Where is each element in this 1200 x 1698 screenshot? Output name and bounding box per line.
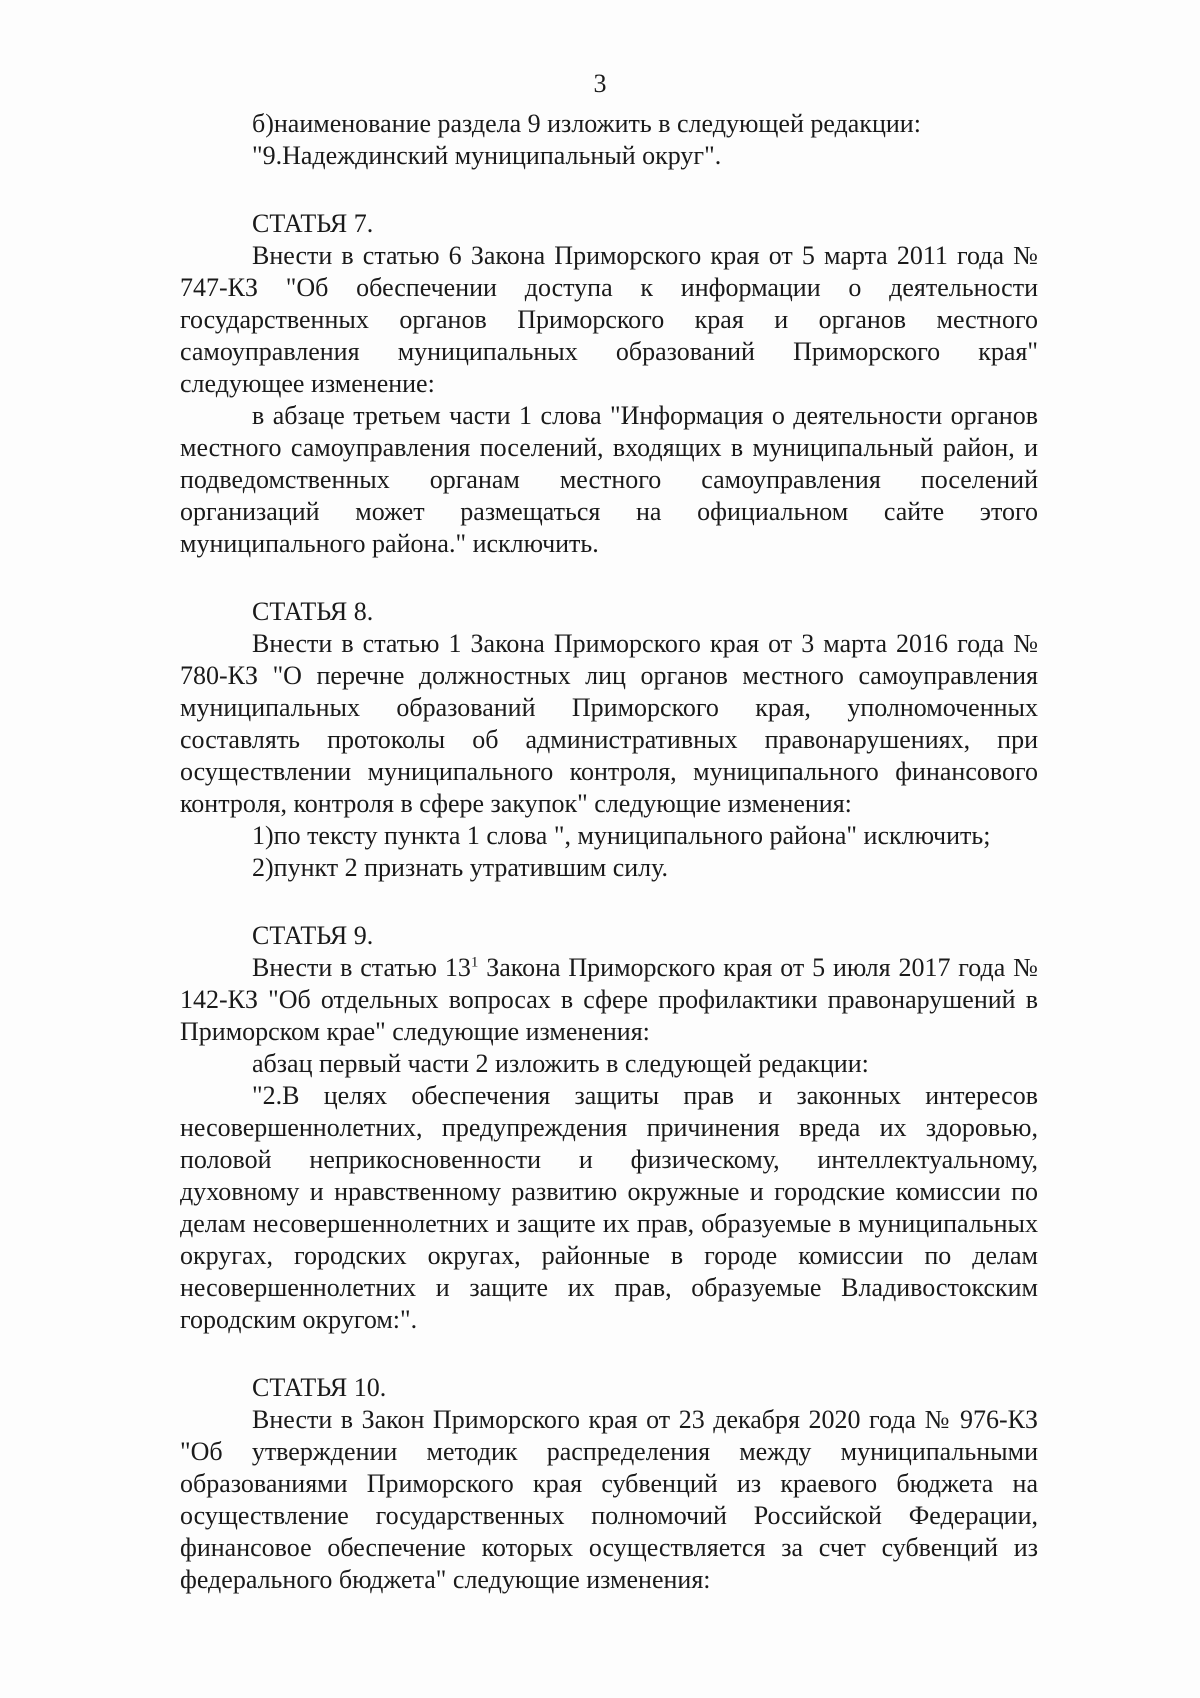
article-7-paragraph-2: в абзаце третьем части 1 слова "Информация о деятельности органов местного самоуправления поселений, входящих в муниципальный район, и подведомственных органам местного самоуправления поселений организаций может размещаться на официальном сайте этого муниципального района." исключить. xyxy=(180,401,1038,558)
article-9-paragraph-3: "2.В целях обеспечения защиты прав и законных интересов несовершеннолетних, предупреждения причинения вреда их здоровью, половой неприкосновенности и физическому, интеллектуальному, духовному и нравственному развитию окружные и городские комиссии по делам несовершеннолетних и защите их прав, образуемые в муниципальных округах, городских округах, районные в городе комиссии по делам несовершеннолетних и защите их прав, образуемые Владивостокским городским округом:". xyxy=(180,1081,1038,1334)
article-7-paragraph-1: Внести в статью 6 Закона Приморского края от 5 марта 2011 года № 747-КЗ "Об обеспечении доступа к информации о деятельности государственных органов Приморского края и органов местного самоуправления муниципальных образований Приморского края" следующее изменение: xyxy=(180,241,1038,398)
article-9-paragraph-1-end: Закона Приморского края от 5 июля 2017 года № 142-КЗ "Об отдельных вопросах в сфере профилактики правонарушений в Приморском крае" следующие изменения: xyxy=(180,953,1038,1046)
article-8-heading: СТАТЬЯ 8. xyxy=(252,597,374,626)
article-9-paragraph-1-start: Внести в статью 13 xyxy=(252,953,471,982)
article-9-paragraph-2: абзац первый части 2 изложить в следующей редакции: xyxy=(252,1049,869,1078)
article-9-paragraph-1 xyxy=(180,952,1038,1048)
article-8-paragraph-3: 2)пункт 2 признать утратившим силу. xyxy=(252,853,669,882)
article-7-heading: СТАТЬЯ 7. xyxy=(252,209,374,238)
article-10-paragraph-1: Внести в Закон Приморского края от 23 декабря 2020 года № 976-КЗ "Об утверждении методик распределения между муниципальными образованиями Приморского края субвенций из краевого бюджета на осуществление государственных полномочий Российской Федерации, финансовое обеспечение которых осуществляется за счет субвенций из федерального бюджета" следующие изменения: xyxy=(180,1405,1038,1594)
article-10-heading: СТАТЬЯ 10. xyxy=(252,1373,387,1402)
document-body xyxy=(180,108,1038,1596)
item-b: б)наименование раздела 9 изложить в следующей редакции: xyxy=(252,109,921,138)
article-9-heading: СТАТЬЯ 9. xyxy=(252,921,374,950)
article-8-paragraph-2: 1)по тексту пункта 1 слова ", муниципального района" исключить; xyxy=(252,821,991,850)
article-9-superscript: 1 xyxy=(470,954,479,971)
article-8-paragraph-1: Внести в статью 1 Закона Приморского края от 3 марта 2016 года № 780-КЗ "О перечне должностных лиц органов местного самоуправления муниципальных образований Приморского края, уполномоченных составлять протоколы об административных правонарушениях, при осуществлении муниципального контроля, муниципального финансового контроля, контроля в сфере закупок" следующие изменения: xyxy=(180,629,1038,818)
item-b-quote: "9.Надеждинский муниципальный округ". xyxy=(252,141,722,170)
page-number: 3 xyxy=(593,69,607,98)
